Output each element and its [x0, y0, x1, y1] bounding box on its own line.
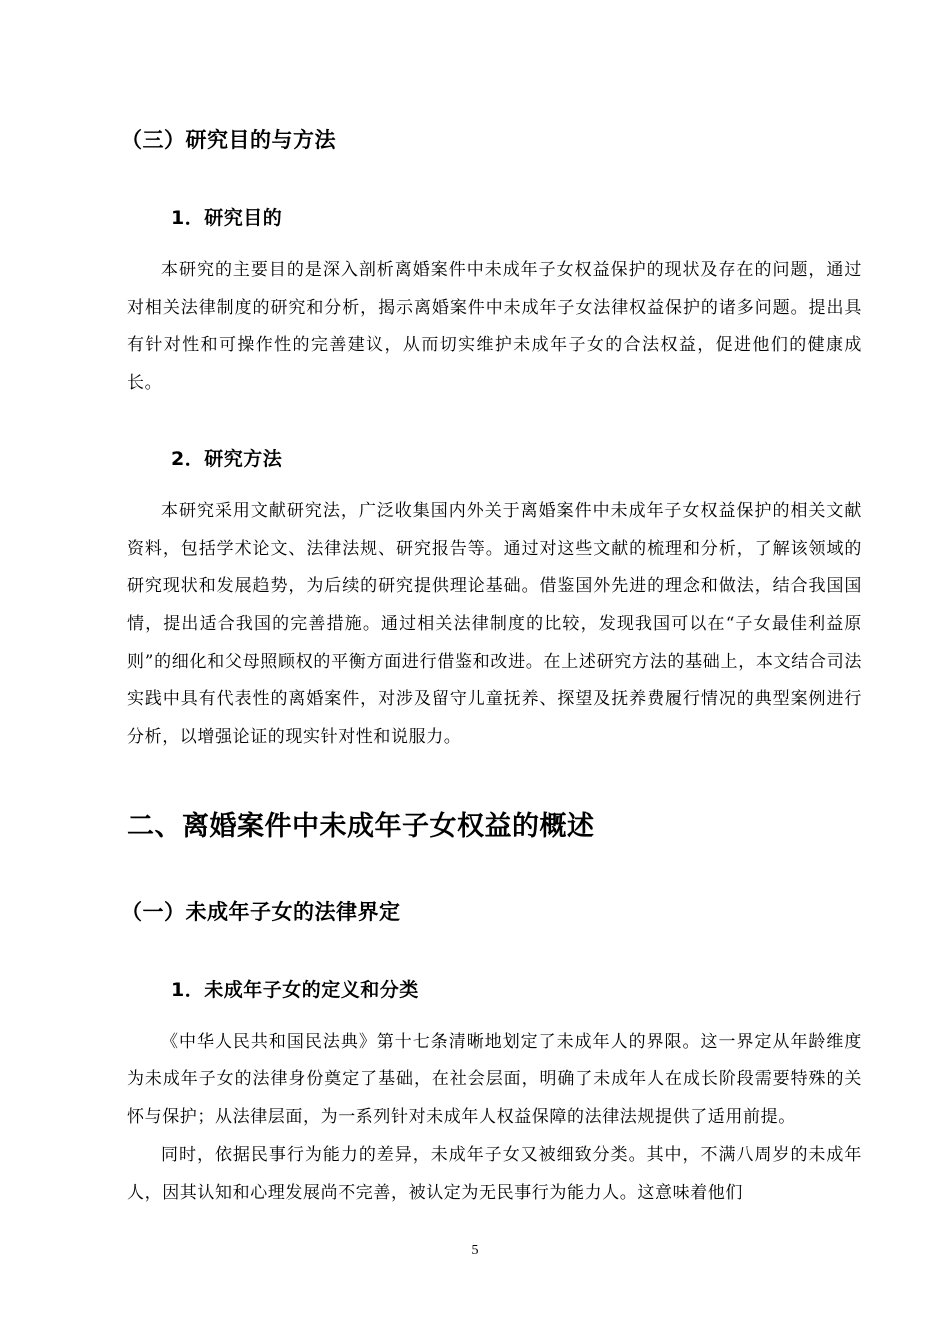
paragraph-research-method: 本研究采用文献研究法，广泛收集国内外关于离婚案件中未成年子女权益保护的相关文献资料，包括学术论文、法律法规、研究报告等。通过对这些文献的梳理和分析，了解该领域的研究现状和发展趋势，为后续的研究提供理论基础。借鉴国外先进的理念和做法，结合我国国情，提出适合我国的完善措施。通过相关法律制度的比较，发现我国可以在“子女最佳利益原则”的细化和父母照顾权的平衡方面进行借鉴和改进。在上述研究方法的基础上，本文结合司法实践中具有代表性的离婚案件，对涉及留守儿童抚养、探望及抚养费履行情况的典型案例进行分析，以增强论证的现实针对性和说服力。: [127, 500, 862, 748]
paragraph-research-purpose: 本研究的主要目的是深入剖析离婚案件中未成年子女权益保护的现状及存在的问题，通过对相关法律制度的研究和分析，揭示离婚案件中未成年子女法律权益保护的诸多问题。提出具有针对性和可操作性的完善建议，从而切实维护未成年子女的合法权益，促进他们的健康成长。: [127, 260, 862, 394]
page-content: [121, 118, 862, 1212]
item-heading-research-purpose: 1．研究目的: [171, 207, 283, 229]
paragraph-civil-code-definition: 《中华人民共和国民法典》第十七条清晰地划定了未成年人的界限。这一界定从年龄维度为未成年子女的法律身份奠定了基础，在社会层面，明确了未成年人在成长阶段需要特殊的关怀与保护；从法律层面，为一系列针对未成年人权益保障的法律法规提供了适用前提。: [127, 1031, 862, 1128]
section-heading-research-purpose-method: （三）研究目的与方法: [121, 128, 336, 152]
paragraph-capacity-classification: 同时，依据民事行为能力的差异，未成年子女又被细致分类。其中，不满八周岁的未成年人，因其认知和心理发展尚不完善，被认定为无民事行为能力人。这意味着他们: [127, 1144, 862, 1203]
page-number: 5: [471, 1243, 479, 1258]
chapter-heading-minor-rights-overview: 二、离婚案件中未成年子女权益的概述: [127, 810, 595, 842]
item-heading-research-method: 2．研究方法: [171, 447, 283, 470]
item-heading-definition-classification: 1．未成年子女的定义和分类: [171, 978, 419, 1001]
section-heading-legal-definition: （一）未成年子女的法律界定: [121, 899, 401, 924]
